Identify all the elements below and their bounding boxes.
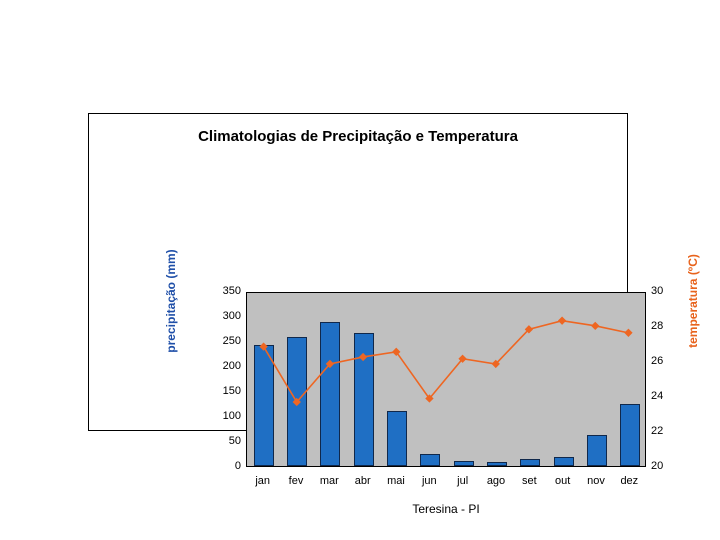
y-axis-right-tick: 26 [651,355,664,367]
x-axis-tick: jul [457,475,469,487]
y-axis-left-tick: 0 [234,460,241,472]
x-axis-title: Teresina - PI [412,502,480,516]
y-axis-left-tick: 150 [222,385,241,397]
y-axis-left-tick: 250 [222,335,241,347]
x-axis-tick: ago [486,475,506,487]
y-axis-right-tick: 28 [651,320,664,332]
x-axis-tick: set [521,475,537,487]
chart-container [88,113,700,516]
x-axis-tick: nov [587,475,605,487]
y-axis-left-tick: 200 [222,360,241,372]
temperature-line [264,321,629,402]
y-axis-right-tick: 24 [651,390,664,402]
x-axis-tick: mai [387,475,405,487]
x-axis-tick: jun [421,475,437,487]
y-axis-left-tick: 100 [222,410,241,422]
y-axis-left-tick: 350 [222,285,241,297]
line-marker [359,353,367,361]
x-axis-tick: jan [255,475,270,487]
line-series-temperature [247,293,645,466]
x-axis-tick: abr [354,475,371,487]
line-marker [591,322,599,330]
plot-area [246,292,646,467]
x-axis-ticks [246,474,646,492]
x-axis-tick: mar [319,475,339,487]
y-axis-right-title: temperatura (ºC) [686,254,700,348]
line-marker [624,329,632,337]
y-axis-left-tick: 300 [222,310,241,322]
y-axis-left-tick: 50 [228,435,241,447]
line-marker [558,317,566,325]
y-axis-left-title: precipitação (mm) [164,249,178,353]
x-axis-tick: out [555,475,571,487]
y-axis-right-tick: 22 [651,425,664,437]
chart-title: Climatologias de Precipitação e Temperatura [198,128,518,145]
y-axis-right-ticks [651,284,681,476]
line-marker [259,342,267,350]
x-axis-tick: dez [620,475,639,487]
y-axis-left-ticks [197,284,241,476]
x-axis-tick: fev [288,475,304,487]
y-axis-right-tick: 30 [651,285,664,297]
y-axis-right-tick: 20 [651,460,664,472]
